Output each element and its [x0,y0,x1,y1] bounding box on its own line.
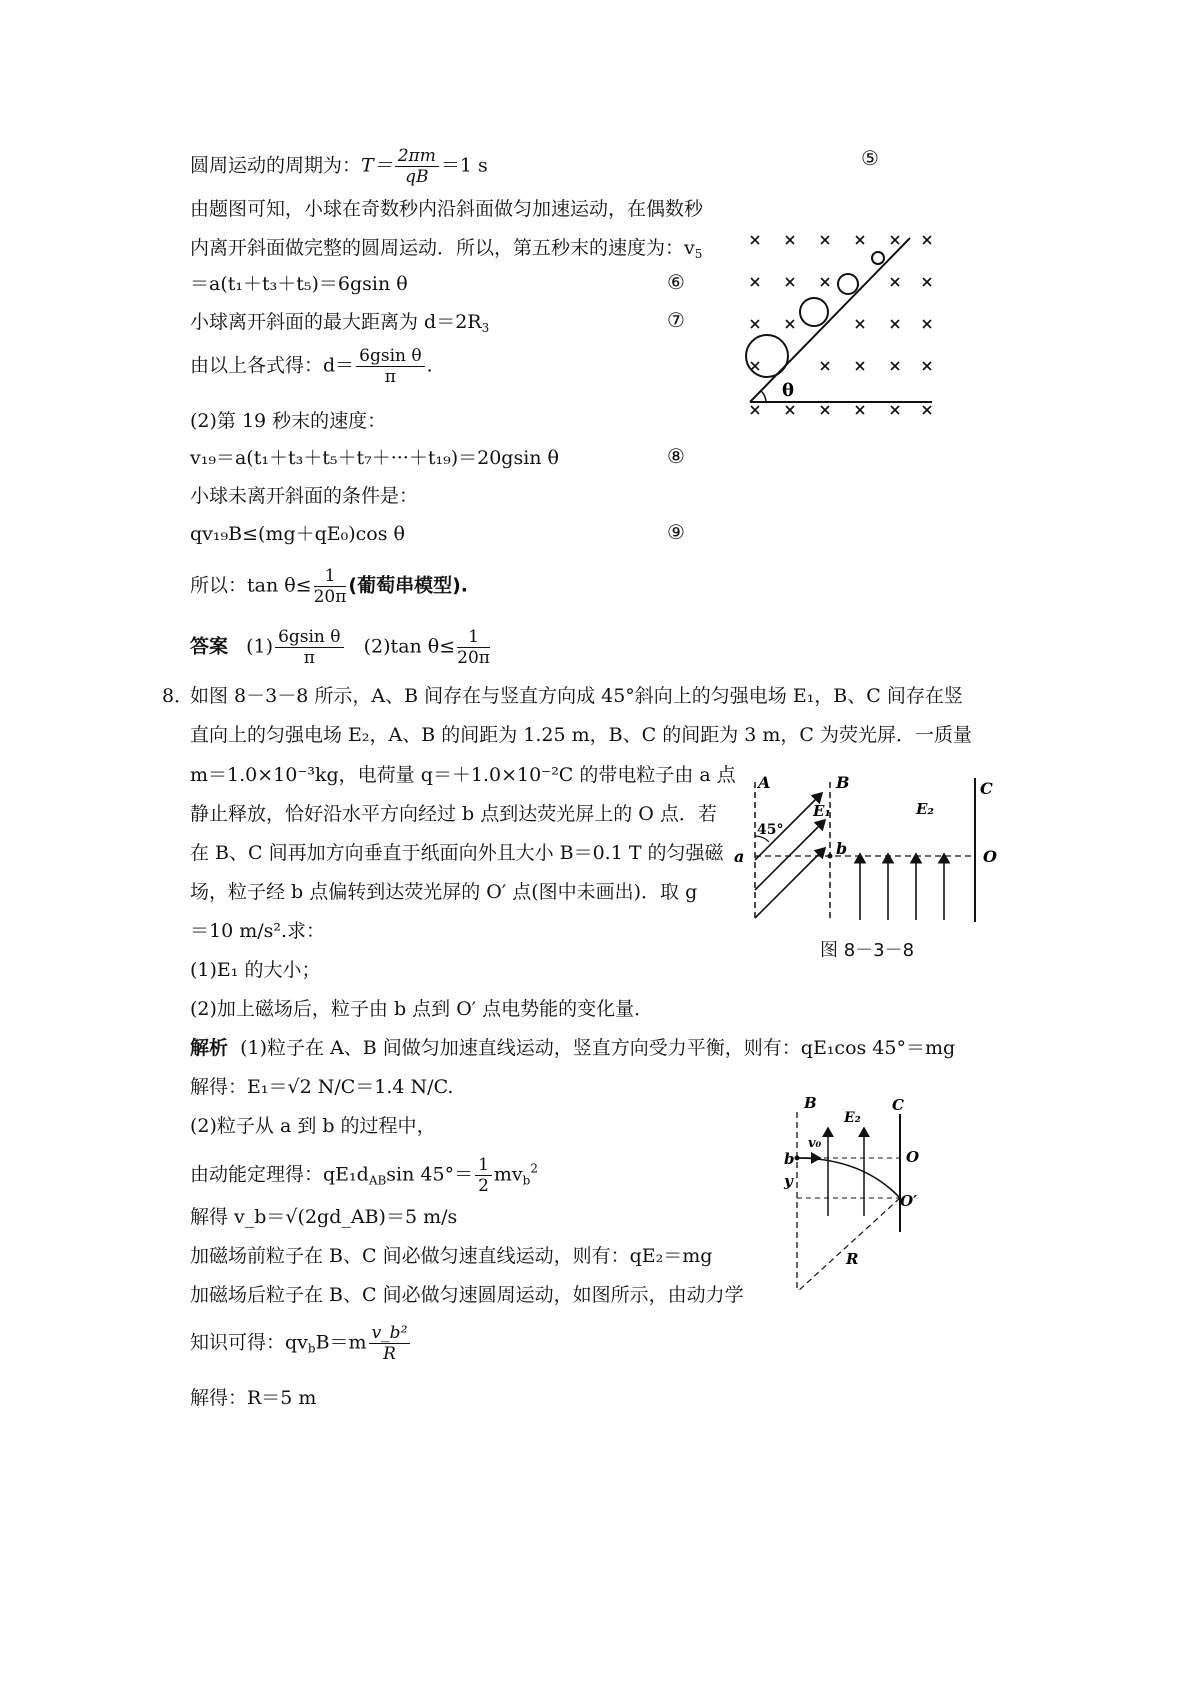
cross-mark [786,236,794,244]
field-line-e1 [755,848,825,918]
text-line: 加磁场前粒子在 B、C 间必做匀速直线运动，则有：qE₂＝mg [190,1245,713,1267]
text-span: 内离开斜面做完整的圆周运动．所以，第五秒末的速度为：v [190,237,695,259]
denominator: R [383,1344,396,1364]
text-span: 小球离开斜面的最大距离为 d＝2R [190,311,482,333]
text-span: (1)粒子在 A、B 间做匀加速直线运动，竖直方向受力平衡，则有：qE₁cos 45°＝mg [240,1037,956,1059]
text-line: 小球未离开斜面的条件是： [190,485,419,507]
cross-mark [786,320,794,328]
incline-field-figure [740,226,940,426]
label-r: R [846,1250,859,1268]
equation-number: ⑦ [667,308,685,332]
fraction [314,566,347,607]
subscript: AB [368,1173,387,1188]
label-b-plate: B [836,773,850,792]
cross-mark [751,406,759,414]
text-span: 所以：tan θ≤ [190,574,312,597]
theta-label: θ [782,380,795,401]
text-line: (2)粒子从 a 到 b 的过程中， [190,1115,436,1137]
denominator: π [384,367,396,387]
label-b-point: b [836,839,848,858]
solution-line [190,1036,955,1060]
text-line: 如图 8－3－8 所示，A、B 间存在与竖直方向成 45°斜向上的匀强电场 E₁，B、C 间存在竖 [190,685,963,707]
label-e2: E₂ [916,800,935,818]
denominator: 20π [313,587,347,607]
cross-mark [923,320,931,328]
label-y: y [784,1172,793,1190]
label-c-screen: C [980,779,993,798]
answer-label: 答案 [190,635,229,658]
equation-number: ⑧ [667,444,685,468]
text-span: (2)tan θ≤ [363,635,456,658]
text-line: 在 B、C 间再加方向垂直于纸面向外且大小 B＝0.1 T 的匀强磁 [190,842,724,864]
text-span: (1) [246,635,274,658]
solution-label: 解析 [190,1037,229,1059]
label-b-point: b [784,1150,795,1168]
text-line: (2)第 19 秒末的速度： [190,410,387,432]
label-b-plate: B [804,1094,817,1112]
angle-arc [761,391,766,402]
fraction [356,346,424,387]
numerator: 6gsin θ [275,627,343,648]
text-line: 解得 v_b＝√(2gd_AB)＝5 m/s [190,1206,458,1228]
text-line [190,1155,538,1196]
point-b [795,1156,800,1161]
cross-mark [923,278,931,286]
cross-mark [923,406,931,414]
cross-mark [751,362,759,370]
text-line [190,146,488,187]
fraction [395,146,439,187]
numerator: 1 [475,1155,492,1176]
model-label: (葡萄串模型). [348,574,469,597]
denominator: 2 [478,1176,489,1196]
text-line [190,1323,412,1364]
subscript: b [522,1173,531,1188]
cross-mark [821,236,829,244]
label-a-point: a [734,847,745,866]
cross-mark [891,278,899,286]
ball-circle [838,274,858,294]
fraction [275,627,343,668]
text-line: m＝1.0×10⁻³kg，电荷量 q＝＋1.0×10⁻²C 的带电粒子由 a 点 [190,764,736,786]
text-line: (1)E₁ 的大小； [190,959,321,981]
deflection-figure [782,1092,952,1302]
text-line: 直向上的匀强电场 E₂，A、B 的间距为 1.25 m，B、C 的间距为 3 m，C 为荧光屏．一质量 [190,724,972,746]
equation-number: ⑨ [667,520,685,544]
text-line: 加磁场后粒子在 B、C 间必做匀速圆周运动，如图所示，由动力学 [190,1284,744,1306]
label-o-prime: O′ [900,1192,918,1210]
text-span: sin 45°＝ [386,1163,474,1186]
equation-number: ⑤ [861,146,879,170]
trajectory-arc [797,1158,900,1198]
cross-mark [821,362,829,370]
label-angle: 45° [757,822,784,838]
text-line: qv₁₉B≤(mg＋qE₀)cos θ [190,523,405,545]
cross-mark [856,320,864,328]
text-line: 由题图可知，小球在奇数秒内沿斜面做匀加速运动，在偶数秒 [190,198,704,220]
cross-mark [856,236,864,244]
subscript: 5 [694,247,703,261]
label-c-screen: C [892,1096,904,1114]
answer-line [190,627,492,668]
cross-mark [786,278,794,286]
text-line [190,236,702,266]
question-number: 8． [162,685,194,707]
label-e2: E₂ [844,1110,861,1126]
cross-mark [786,406,794,414]
cross-mark [751,278,759,286]
cross-mark [751,320,759,328]
text-line: v₁₉＝a(t₁＋t₃＋t₅＋t₇＋···＋t₁₉)＝20gsin θ [190,447,559,469]
cross-mark [856,406,864,414]
text-line: ＝a(t₁＋t₃＋t₅)＝6gsin θ [190,273,408,295]
label-o-point: O [983,847,997,866]
text-line: (2)加上磁场后，粒子由 b 点到 O′ 点电势能的变化量． [190,998,654,1020]
text-line: 解得：E₁＝√2 N/C＝1.4 N/C. [190,1076,454,1098]
cross-mark [891,406,899,414]
point-b [828,854,833,859]
text-line [190,566,468,607]
text-line: 解得：R＝5 m [190,1387,317,1409]
text-line: ＝10 m/s².求： [190,920,326,942]
numerator: 1 [314,566,347,587]
equation-number: ⑥ [667,270,685,294]
subscript: b [307,1341,316,1356]
fraction [475,1155,492,1196]
ball-circle [746,335,788,377]
text-span: 圆周运动的周期为： [190,154,362,177]
figure-caption: 图 8－3－8 [820,940,915,961]
text-span: . [426,354,433,377]
magnetic-field-crosses [751,236,931,414]
fraction [369,1323,411,1364]
incline-line [750,238,910,402]
text-line: 场，粒子经 b 点偏转到达荧光屏的 O′ 点(图中未画出)．取 g [190,881,698,903]
cross-mark [891,362,899,370]
numerator: v_b² [369,1323,411,1344]
numerator: 6gsin θ [356,346,424,367]
label-o: O [906,1148,920,1166]
superscript: 2 [530,1161,538,1176]
cross-mark [891,236,899,244]
text-line: 静止释放，恰好沿水平方向经过 b 点到达荧光屏上的 O 点．若 [190,803,717,825]
text-span: mv [493,1163,523,1186]
text-line [190,310,489,340]
denominator: π [303,648,315,668]
text-line [190,346,433,387]
label-e1: E₁ [813,802,832,820]
cross-mark [891,320,899,328]
numerator: 2πm [395,146,439,167]
cross-mark [923,362,931,370]
cross-mark [821,278,829,286]
label-a-plate: A [758,773,771,792]
math-var: T＝ [361,154,393,177]
text-span: ＝1 s [440,154,488,177]
text-span: 由以上各式得：d＝ [190,354,355,377]
electric-field-figure [730,772,1010,932]
denominator: qB [405,167,429,187]
radius-line [797,1198,900,1292]
denominator: 20π [457,648,490,668]
ball-circle [800,298,828,326]
cross-mark [856,362,864,370]
text-span: B＝m [315,1331,367,1354]
label-v0: v₀ [808,1136,822,1151]
cross-mark [923,236,931,244]
text-span: 知识可得：qv [190,1331,308,1354]
cross-mark [751,236,759,244]
fraction [457,627,490,668]
ball-circle [872,252,884,264]
text-span: 由动能定理得：qE₁d [190,1163,369,1186]
cross-mark [821,406,829,414]
subscript: 3 [481,321,490,335]
numerator: 1 [457,627,490,648]
